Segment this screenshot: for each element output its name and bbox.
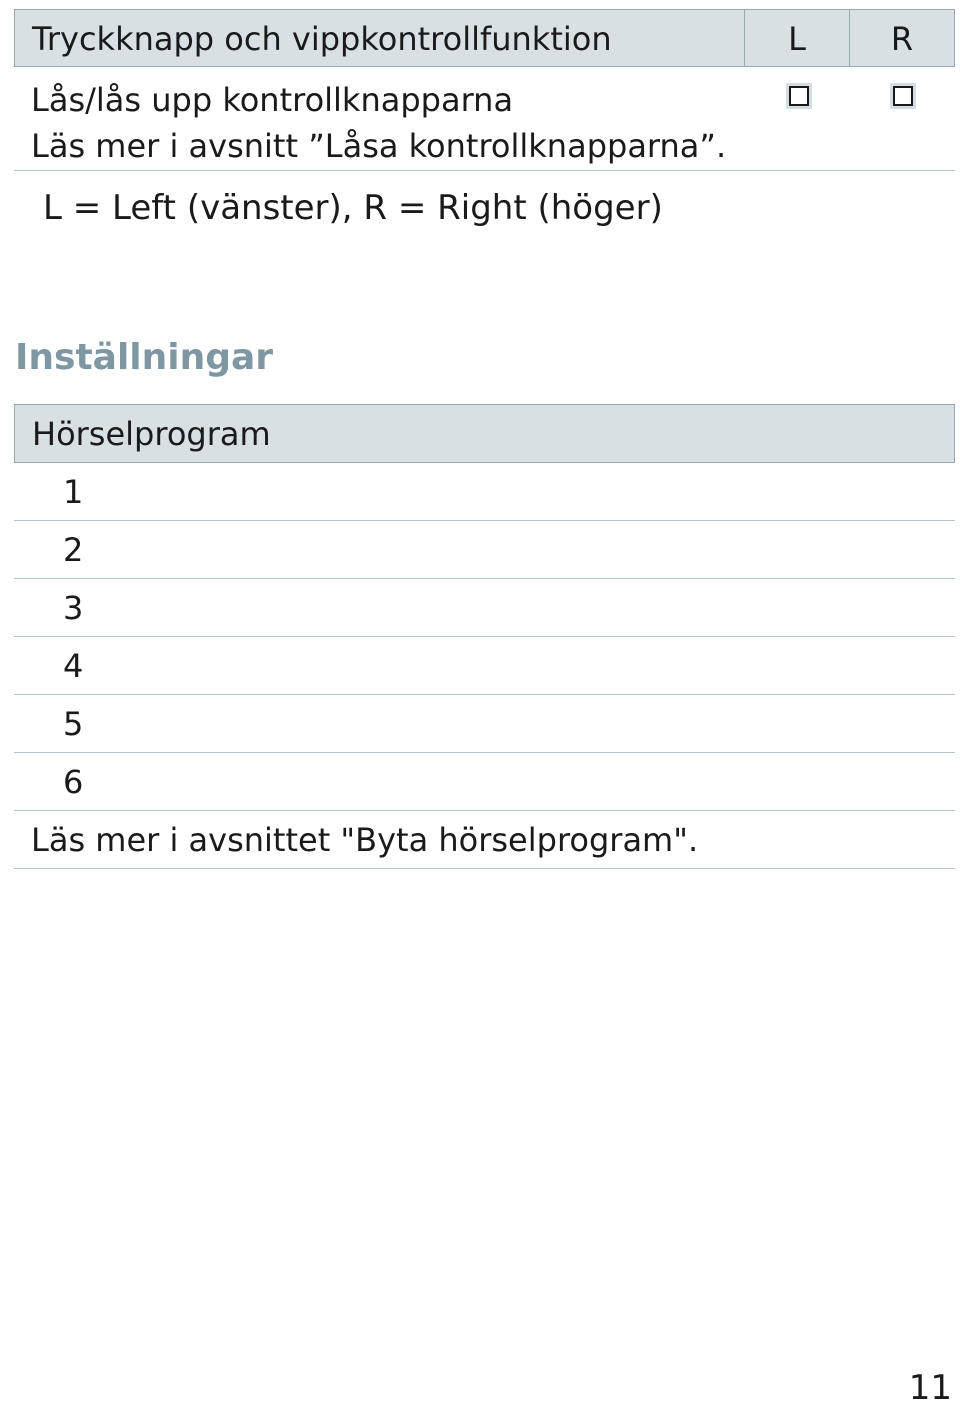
hearing-program-table [14, 404, 955, 869]
function-column-header: Tryckknapp och vippkontrollfunktion [15, 10, 745, 66]
program-row: 5 [14, 695, 955, 753]
right-checkbox[interactable] [893, 86, 913, 106]
function-reference: Läs mer i avsnitt ”Låsa kontrollknapparna”. [31, 127, 727, 165]
left-cell [747, 67, 851, 170]
function-name: Lås/lås upp kontrollknapparna [31, 81, 514, 119]
page-number: 11 [908, 1368, 952, 1408]
program-row: 6 [14, 753, 955, 811]
right-cell [851, 67, 955, 170]
program-row: 2 [14, 521, 955, 579]
control-function-table-header [14, 9, 955, 67]
left-checkbox[interactable] [789, 86, 809, 106]
hearing-program-reference: Läs mer i avsnittet "Byta hörselprogram". [14, 811, 955, 869]
side-legend: L = Left (vänster), R = Right (höger) [43, 188, 663, 228]
program-row: 1 [14, 463, 955, 521]
left-column-header: L [745, 10, 850, 66]
program-row: 3 [14, 579, 955, 637]
section-title: Inställningar [15, 337, 274, 378]
table-row [14, 67, 955, 171]
control-function-table [14, 9, 955, 171]
right-column-header: R [890, 20, 914, 58]
function-cell [14, 67, 747, 170]
hearing-program-header: Hörselprogram [14, 404, 955, 463]
program-row: 4 [14, 637, 955, 695]
